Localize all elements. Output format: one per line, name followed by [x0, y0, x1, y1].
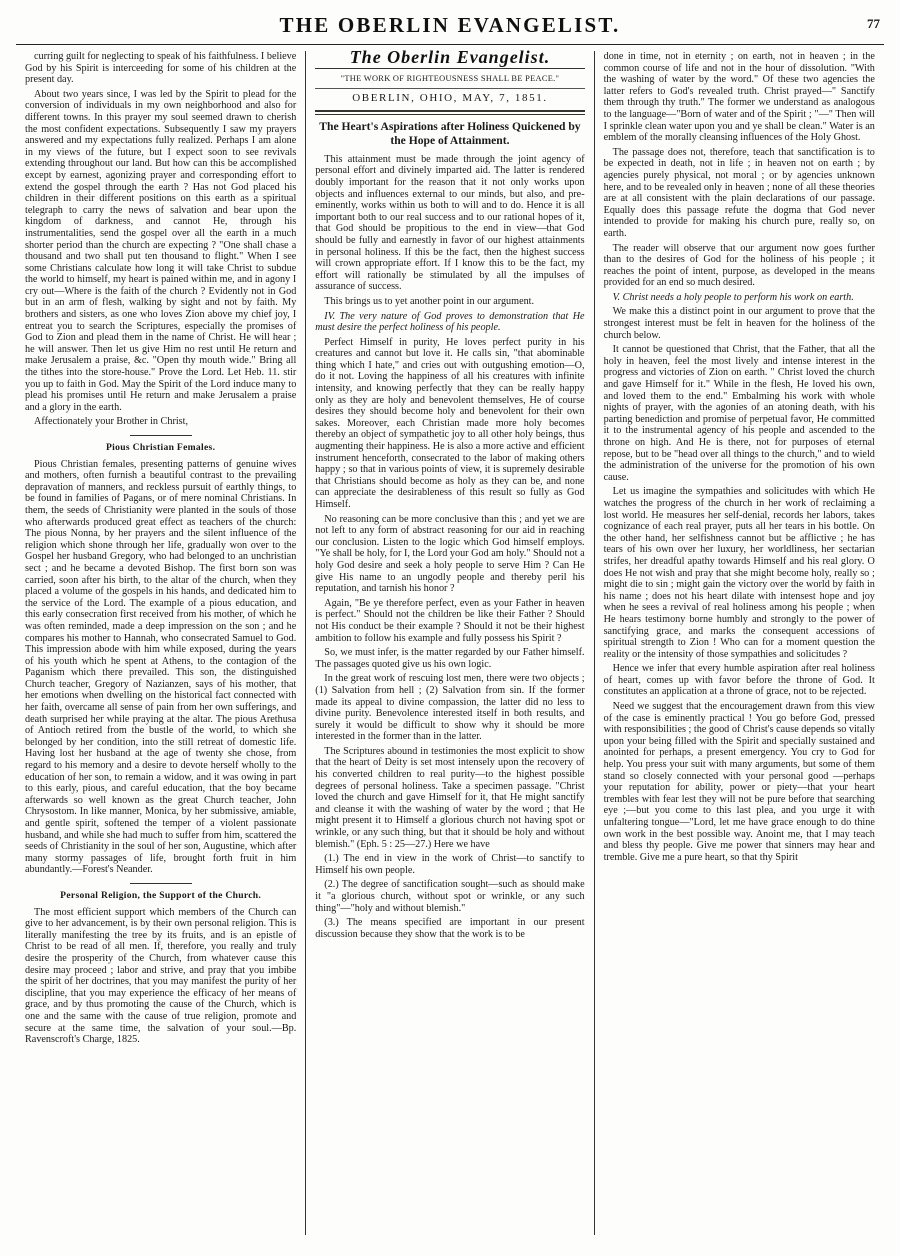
column-middle: [305, 47, 594, 1235]
paragraph: Hence we infer that every humble aspiration after real holiness of heart, comes up with favor before the throne of God. It constitutes an application at a throne of grace, not to be rejected.: [603, 663, 875, 698]
paragraph: No reasoning can be more conclusive than this ; and yet we are not left to any form of abstract reasoning for our aid in reaching our conclusion. Listen to the logic which God himself employs. "Ye shall be holy, for I, the Lord your God am holy." Should not a holy God desire and seek a holy people to serve Him ? Can He give His name to an ungodly people and thereby peril his reputation, and tarnish his honor ?: [315, 513, 585, 595]
paragraph: This attainment must be made through the joint agency of personal effort and divinely imparted aid. The latter is rendered doubly important for the reason that it not only works upon objects and influences external to our minds, but also, and pre-eminently, works within us both to will and to do. Hence it is all important both to our real success and to our rational hopes of it, that God should be propitious to the end in view—that God should be fully and earnestly in favor of our highest attainments in personal holiness. If this be the fact, then the highest success will crown appropriate effort. If I know this to be the fact, my effort will rationally be stimulated by all the impulses of assurance of success.: [315, 153, 585, 293]
section-divider: [130, 883, 192, 884]
paragraph: Again, "Be ye therefore perfect, even as your Father in heaven is perfect." Should not the children be like their Father ? Should not His conduct be their example ? Should it not be their highest ambition to follow his example and fully possess his Spirit ?: [315, 597, 585, 644]
paragraph: We make this a distinct point in our argument to prove that the strongest interest must be felt in heaven for the holiness of the church below.: [603, 306, 875, 341]
newspaper-motto: "THE WORK OF RIGHTEOUSNESS SHALL BE PEACE.": [340, 73, 560, 83]
paragraph: curring guilt for neglecting to speak of his faithfulness. I believe God by his Spirit is interceeding for some of his children at the present day.: [25, 51, 297, 86]
paragraph: The passage does not, therefore, teach that sanctification is to be expected in death, not in life ; in heaven not on earth ; by agencies purely physical, not moral ; or by agencies unknown here, and to be revealed only in heaven ; none of all these theories are at all consistent with the plain declarations of our passage. Equally does this passage refute the dogma that God never intended to provide for making his church pure, really so, on earth.: [603, 146, 875, 239]
paragraph-point-v: V. Christ needs a holy people to perform his work on earth.: [612, 291, 854, 303]
section-divider: [130, 435, 192, 436]
paragraph-list-item: (2.) The degree of sanctification sought—such as should make it "a glorious church, without spot or wrinkle, or any such thing"—"holy and without blemish.": [315, 879, 585, 914]
paragraph: So, we must infer, is the matter regarded by our Father himself. The passages quoted give us his own logic.: [315, 647, 585, 670]
paragraph-list-item: (1.) The end in view in the work of Christ—to sanctify to Himself his own people.: [315, 853, 585, 876]
newspaper-dateline: OBERLIN, OHIO, MAY, 7, 1851.: [352, 92, 548, 105]
column-layout: [0, 45, 900, 1245]
paragraph: Perfect Himself in purity, He loves perfect purity in his creatures and cannot but love it. He calls sin, "that abominable thing which I hate," and cries out with outgushing emotion—O, do it not. Loving the happiness of all his creatures with infinite intensity, and knowing perfectly that they can be really happy only as they are holy and benevolent themselves, He of course desires they should become holy and benevolent for their own sakes. Moreover, each Christian made more holy becomes thereby an object of sympathetic joy to all other holy beings, thus augmenting their happiness. He is also a more active and efficient instrument henceforth, consecrated to the labor of making others happy ; so that in various points of view, it is supremely desirable that Christians should become as holy as they can be, and none can appreciate the desirableness of this result so fully as God Himself.: [315, 336, 585, 510]
article-title: The Heart's Aspirations after Holiness Quickened by the Hope of Attainment.: [319, 119, 581, 147]
paragraph: The Scriptures abound in testimonies the most explicit to show that the heart of Deity is set most intensely upon the recovery of his converted children to real purity—to the highest possible degrees of personal holiness. Take a specimen passage. "Christ loved the church and gave Himself for it, that He might sanctify and cleanse it with the washing of water by the word ; that He might present it to Himself a glorious church not having spot or wrinkle, or any such thing, but that it should be holy and without blemish." (Eph. 5 : 25—27.) Here we have: [315, 745, 585, 850]
paragraph: The reader will observe that our argument now goes further than to the desires of God for the holiness of his people ; it reaches the point of intent, purpose, as developed in the means provided for an end so much desired.: [603, 242, 875, 289]
paragraph: About two years since, I was led by the Spirit to plead for the conversion of individuals in my own neighborhood and also for different towns. In this prayer my soul seemed drawn to cherish the most confident expectations. Subsequently I saw my prayers answered and my expectations fully realized. Perhaps I am alone in my views of the future, but I expect soon to see revivals extending throughout our land. But how can this be accomplished except by earnest, agonizing prayer and corresponding effort to extend the gospel through the earth ? Has not God placed his children in their different positions on this earth as a spiritual telegraph to carry the news of salvation and bear upon the kingdom of darkness, and cannot He, through his instrumentalities, send the gospel over all the earth in a much shorter period than the church are expecting ? "One shall chase a thousand and two shall put ten thousand to flight." When I see some Christians calculate how long it will take Christ to subdue the world to himself, my heart is pained within me, and in agony I cry out—Where is the faith of the church ? Evidently not in God but in an arm of flesh, walking by sight and not by faith. My brothers and sisters, as one who loves Zion above my chief joy, I entreat you to search the Scriptures, especially the promises of God to Zion and plead them in the name of Christ. He will hear ; he will answer. Then let us give Him no rest until He return and make Jerusalem a praise, &c. "Open thy mouth wide." Bring all the tithes into the store-house." Prove the Lord. Let Heb. 11. stir you up to faith in God. May the Spirit of the Lord induce many to plead his promises until He return and make Jerusalem a praise and a glory in the earth.: [25, 88, 297, 413]
flag-divider: [315, 68, 584, 69]
page-number: 77: [867, 16, 880, 31]
column-left: [16, 51, 305, 1235]
paragraph: Let us imagine the sympathies and solicitudes with which He watches the progress of the church in her work of reclaiming a lost world. He measures her self-denial, records her labors, takes cognizance of each real prayer, puts all her tears in his bottle. On the other hand, her selfishness cannot but be afflictive ; he has tears of his own over her luxury, her worldliness, her sectarian strifes, her dreadful apathy towards Himself and his real glory. O does He not wish and pray that she might become holy, really so ; might die to sin ; might gain the victory over the world by faith in his name ; does not his heart dilate with intensest hope and joy when he sees a revival of real holiness among his people ; when He hears testimony borne humbly and strongly to the power of sanctifying grace, and marks the consequent accessions of spiritual strength to Zion ! Who can for a moment question the reality or the intensity of those sympathies and solicitudes ?: [603, 486, 875, 660]
paragraph-point-iv: IV. The very nature of God proves to demonstration that He must desire the perfect holiness of his people.: [315, 310, 585, 334]
column-right: [595, 51, 884, 1235]
paragraph-list-item: (3.) The means specified are important in our present discussion because they show that the work is to be: [315, 917, 585, 940]
paragraph: This brings us to yet another point in our argument.: [324, 295, 535, 307]
paragraph: In the great work of rescuing lost men, there were two objects ; (1) Salvation from hell ; (2) Salvation from sin. If the former made its appeal to divine compassion, the latter did no less to divine purity. Benevolence interested itself in both results, and surely it would be difficult to show why it should be more interested in the former than in the latter.: [315, 673, 585, 743]
newspaper-flag-title: The Oberlin Evangelist.: [349, 47, 551, 67]
section-heading-pious-christian-females: Pious Christian Females.: [106, 442, 216, 453]
paragraph: The most efficient support which members of the Church can give to her advancement, is by their own personal religion. This is literally manifesting the tree by its fruits, and is an epistle of Christ to be read of all men. If, therefore, you really and truly desire the prosperity of the Church, from whatever cause this desire may proceed ; labor and strive, and pray that you imbibe the spirit of her doctrines, that you may manifest the purity of her discipline, that you may experience the efficacy of her means of grace, and by thus promoting the cause of the Church, which is one and the same with the cause of true religion, promote and secure at the same time, the salvation of your soul.—Bp. Ravenscroft's Charge, 1825.: [25, 906, 297, 1046]
dateline-divider: [315, 110, 584, 115]
motto-divider: [315, 88, 584, 89]
paragraph: Need we suggest that the encouragement drawn from this view of the case is eminently practical ! You go before God, pressed with responsibilities ; the good of Christ's cause depends so vitally upon your being filled with the Spirit and specially sustained and anointed for perhaps, a present emergency. You cry to God for help. You press your suit with many arguments, but some of them stand so closely connected with your personal good —perhaps your reputation for ability, power or piety—that your heart trembles with fear lest they will not be pure before that searching eye ;—but you come to this last plea, and you urge it with unfaltering tongue—"Lord, let me have grace enough to do thine own work in the best possible way. Anoint me, that I may teach and bless thy people. Give me power that sinners may hear and tremble. Give me a pure heart, so that thy Spirit: [603, 701, 875, 863]
section-heading-personal-religion: Personal Religion, the Support of the Church.: [60, 889, 262, 901]
paragraph: Pious Christian females, presenting patterns of genuine wives and mothers, often furnish a beautiful contrast to the prevailing depravation of manners, and reckless pursuit of earthly things, to be found in families of Pagans, or of mere nominal Christians. In them, the seeds of Christianity were planted in the souls of those who afterwards produced great effect as teachers of the church: The pious Nonna, by her prayers and the silent influence of the religion which shone through her life, gradually won over to the Gospel her husband Gregory, who had belonged to an unchristian sect ; and he became a devoted Bishop. The first born son was carried, soon after his birth, to the altar of the church, when they placed a volume of the gospels in his hands, and dedicated him to the service of the Lord. The example of a pious education, and this early consecration first received from his mother, of which he was often reminded, made a deep impression on the son ; and he compares his mother to Hannah, who consecrated Samuel to God. This impression abode with him while exposed, during the years of his youth which he spent at Athens, to the contagion of the Paganism which there prevailed. This son, the distinguished Church teacher, Gregory of Nazianzen, says of his mother, that her emotions when dwelling on the historical fact connected with her faith, overcame all sense of pain from her own sufferings, and death surprised her while praying at the altar. The pious Arethusa of Antioch retired from the bustle of the world, to which she belonged by her condition, into the still retreat of domestic life. Having lost her husband at the age of twenty she chose, from regard to his memory and a desire to devote herself wholly to the education of her son, to remain a widow, and it was owing in part to this early, pious, and careful education, that the boy became afterwards so well known as the great Church teacher, John Chrysostom. In like manner, Monica, by her submissive, amiable, and gentle spirit, softened the temper of a violent passionate husband, and while she had much to suffer from him, scattered the seeds of Christianity in the soul of her son, Augustine, which after many stormy passages of life, brought forth fruit in him abundantly.—Forest's Neander.: [25, 458, 297, 876]
paragraph: It cannot be questioned that Christ, that the Father, that all the holy in heaven, feel the most lively and intense interest in the progress and victories of Zion on earth. " Christ loved the church and gave Himself for it." While in the flesh, He loved his own, and loved them to the end." Embalming his work with whole nights of prayer, with the agonies of an atoning death, with his parting benediction and promise of perpetual favor, He committed it to the instrumental agency of his people and ascended to the throne on high. And He is there, not for purposes of eternal repose, but to be "head over all things to the church," and to wield the administration of the universe for the promotion of his own cause.: [603, 344, 875, 483]
page-masthead: THE OBERLIN EVANGELIST.: [279, 13, 621, 37]
paragraph: done in time, not in eternity ; on earth, not in heaven ; in the common course of life and not in the hour of dissolution. "With the washing of water by the word." Of these two agencies the latter refers to God's revealed truth. Christ prayed—" Sanctify them through thy truth." The former we understand as analogous to the language—"Born of water and of the Spirit ; "—" Then will I sprinkle clean water upon you and ye shall be clean." Water is an emblem of the morally cleansing influences of the Holy Ghost.: [603, 51, 875, 144]
paragraph-signature: Affectionately your Brother in Christ,: [34, 416, 189, 428]
